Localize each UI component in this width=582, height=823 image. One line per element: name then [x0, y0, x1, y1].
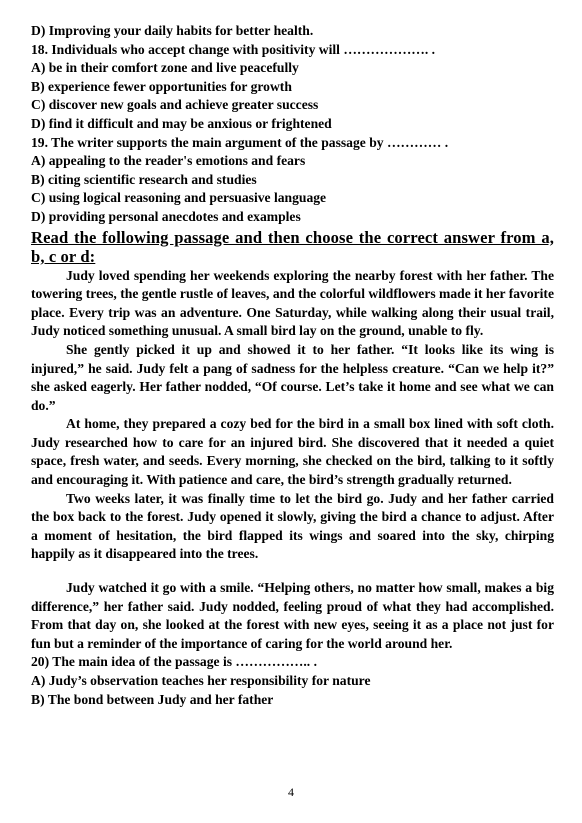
- question-19-option-c: C) using logical reasoning and persuasive language: [31, 190, 327, 206]
- question-20-option-b: B) The bond between Judy and her father: [31, 691, 274, 707]
- question-19-option-a: A) appealing to the reader's emotions and fears: [31, 153, 306, 169]
- section-heading: Read the following passage and then choose the correct answer from a, b, c or d:: [31, 227, 554, 267]
- question-20-stem: 20) The main idea of the passage is …………….. .: [31, 654, 317, 670]
- passage-paragraph-3: At home, they prepared a cozy bed for the bird in a small box lined with soft cloth. Judy researched how to care for an injured bird. She discovered that it needed a quiet space, fresh water, and seeds. Every morning, she checked on the bird, talking to it softly and encouraging it. With patience and care, the bird’s strength gradually returned.: [31, 416, 554, 488]
- worksheet-page: [31, 22, 554, 709]
- question-18-option-b: B) experience fewer opportunities for growth: [31, 78, 292, 94]
- question-18-option-c: C) discover new goals and achieve greater success: [31, 97, 319, 113]
- question-18-stem: 18. Individuals who accept change with positivity will ………………. .: [31, 41, 436, 57]
- question-20-option-a: A) Judy’s observation teaches her responsibility for nature: [31, 673, 371, 688]
- passage-paragraph-2: She gently picked it up and showed it to her father. “It looks like its wing is injured,” he said. Judy felt a pang of sadness for the helpless creature. “Can we help it?” she asked eagerly. Her father nodded, “Of course. Let’s take it home and see what we can do.”: [31, 341, 554, 413]
- question-18-option-d: D) find it difficult and may be anxious or frightened: [31, 115, 332, 131]
- question-18-option-a: A) be in their comfort zone and live peacefully: [31, 60, 299, 76]
- passage-paragraph-4: Two weeks later, it was finally time to let the bird go. Judy and her father carried the box back to the forest. Judy opened it slowly, giving the bird a chance to adjust. After a moment of hesitation, the bird flapped its wings and soared into the sky, chirping happily as it disappeared into the trees.: [31, 490, 554, 562]
- question-19-option-d: D) providing personal anecdotes and examples: [31, 208, 301, 224]
- passage-paragraph-5: Judy watched it go with a smile. “Helping others, no matter how small, makes a big difference,” her father said. Judy nodded, feeling proud of what they had accomplished. From that day on, she looked at the forest with new eyes, seeing it as a place not just for fun but a reminder of the importance of caring for the world around her.: [31, 580, 554, 651]
- question-17-option-d: D) Improving your daily habits for better health.: [31, 23, 314, 38]
- page-number: 4: [288, 785, 294, 799]
- question-19-option-b: B) citing scientific research and studies: [31, 171, 257, 187]
- passage-paragraph-1: Judy loved spending her weekends exploring the nearby forest with her father. The towering trees, the gentle rustle of leaves, and the colorful wildflowers made it her favorite place. Every trip was an adventure. One Saturday, while walking along their usual trail, Judy noticed something unusual. A small bird lay on the ground, unable to fly.: [31, 267, 554, 339]
- question-19-stem: 19. The writer supports the main argument of the passage by ………… .: [31, 134, 449, 150]
